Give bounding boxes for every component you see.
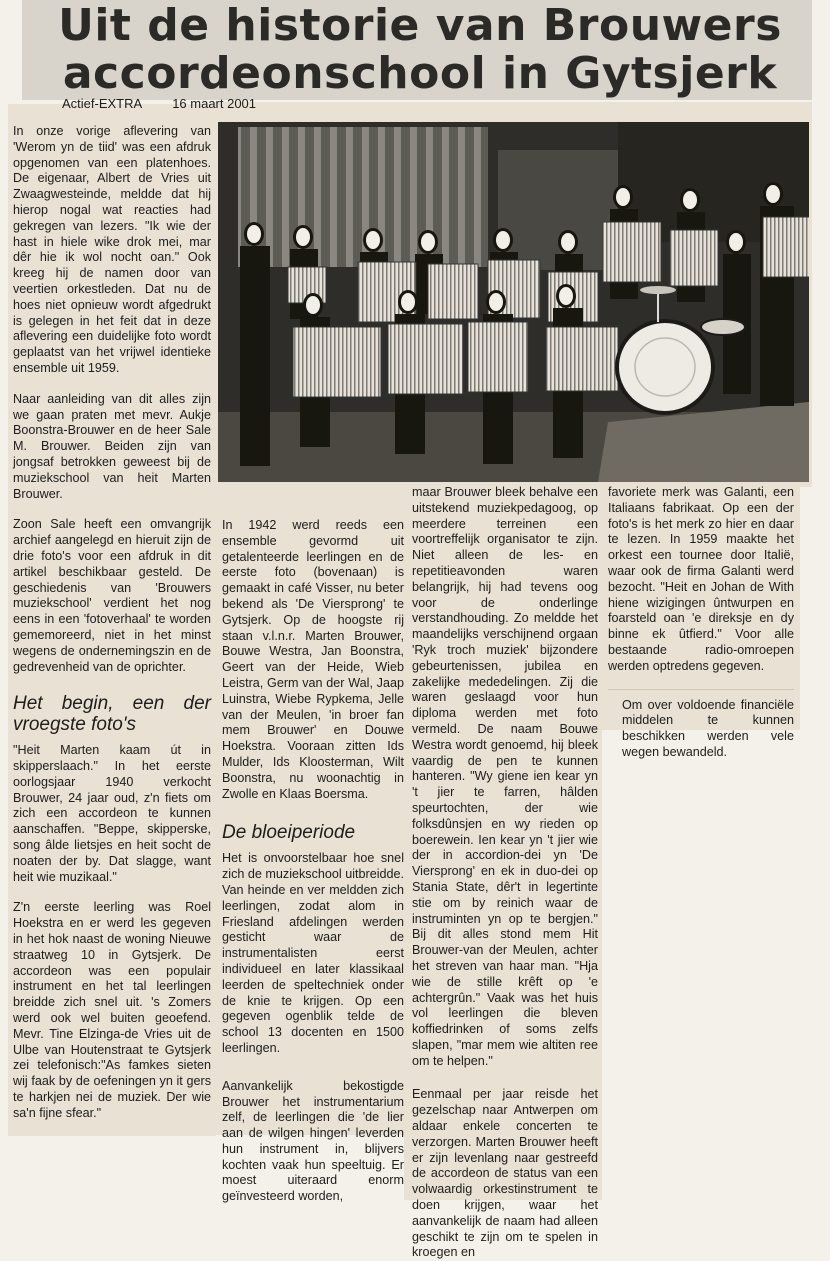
publication-date: 16 maart 2001 [172,96,257,111]
column-divider [608,689,794,690]
article-column-4 [608,485,794,761]
paragraph: Z'n eerste leerling was Roel Hoekstra en er werd les gegeven in het hok naast de woning Nieuwe straatweg 10 in Gytsjerk. De accordeon was een populair instrument en het tal leerlingen breidde zich snel uit. 's Zomers werd ook wel buiten geoefend. Mevr. Tine Elzinga-de Vries uit de Ulbe van Houtenstraat te Gytsjerk zei telefonisch:"As famkes sieten wij faak by de oefeningen yn it gers te harkjen nei de muziek. Der wie sa'n fijne sfear." [13,900,211,1120]
orchestra-photo-illustration [218,122,809,482]
paragraph: "Heit Marten kaam út in skipperslaach." In het eerste oorlogsjaar 1940 verkocht Brouwer, 24 jaar oud, z'n fiets om zich een accordeon te kunnen aanschaffen. "Beppe, skipperske, song âlde lietsjes en heit socht de noaten der by. Dat slagge, want heit wie muzikaal." [13,743,211,884]
section-heading-het-begin: Het begin, een der vroegste foto's [13,693,211,736]
article-column-3 [412,485,598,1261]
headline-line-2: accordeonschool in Gytsjerk [62,48,778,99]
paragraph: Het is onvoorstelbaar hoe snel zich de muziekschool uitbreidde. Van heinde en ver meldden zich leerlingen, zodat alom in Friesland afdelingen werden gesticht waar de instrumentalisten eerst individueel en later klassikaal leerden de speltechniek onder de knie te krijgen. Op een gegeven ogenblik telde de school 13 docenten en 1500 leerlingen. [222,851,405,1055]
paragraph: Om over voldoende financiële middelen te kunnen beschikken werden vele wegen bewandeld. [622,697,794,759]
orchestra-photo [218,122,809,482]
paragraph: Zoon Sale heeft een omvangrijk archief aangelegd en hieruit zijn de drie foto's voor een afdruk in dit artikel beschikbaar gesteld. De geschiedenis van 'Brouwers muziekschool' verdient het nog eens in een 'fotoverhaal' te worden gememoreerd, niet in het minst wegens de ondernemingszin en de gedrevenheid van de oprichter. [13,517,211,674]
paragraph: Naar aanleiding van dit alles zijn we gaan praten met mevr. Aukje Boonstra-Brouwer en de heer Sale M. Brouwer. Beiden zijn van jongsaf betrokken geweest bij de muziekschool van heit Marten Brouwer. [13,391,211,501]
article-column-2 [222,518,404,1205]
headline-line-1: Uit de historie van Brouwers [58,0,782,51]
publication-info [62,96,256,111]
section-heading-de-bloeiperiode: De bloeiperiode [222,822,356,844]
article-column-1 [13,124,211,1122]
paragraph: maar Brouwer bleek behalve een uitstekend muziekpedagoog, op meerdere terreinen een voortreffelijk organisator te zijn. Niet alleen de les- en repetitieavonden waren belangrijk, hij had tevens oog voor de onderlinge verstandhouding. Zo meldde het maandelijks verschijnend orgaan 'Ryk troch muziek' bijzondere gebeurtenissen, jubilea en zakelijke mededelingen. Zij die waren geslaagd voor hun diploma werden met foto vermeld. De naam Bouwe Westra wordt genoemd, hij bleek vaardig de pen te kunnen hanteren. "Wy giene ien kear yn 't jier te farren, hâlden speurtochten, der wie folksdûnsjen en wy rieden op boerewein. Ien kear yn 't jier wie der in accordion-dei yn 'De Viersprong' en ek in duo-dei op Stania State, dêr't in legertinte stie om by reinich waar de instruminten yn op te bergjen." Bij dit alles stond mem Hit Brouwer-van der Meulen, achter het streven van haar man. "Hja wie de stille krêft op 'e achtergrûn." Vaak was het huis vol leerlingen die bleven koffiedrinken of soms zelfs slapen, "mar mem wie altiten ree om te helpen." [412,485,598,1068]
paragraph: In onze vorige aflevering van 'Werom yn de tiid' was een afdruk opgenomen van een platenhoes. De eigenaar, Albert de Vries uit Zwaagwesteinde, meldde dat hij hierop nogal wat reacties had gekregen van lezers. "Ik wie der hast in hiele wike drok mei, mar dêr hie ik wol nocht oan." Ook kreeg hij de namen door van veertien orkestleden. Dat nu de hoes niet opnieuw wordt afgedrukt is gelegen in het feit dat in deze aflevering een duidelijke foto wordt geplaatst van het vrijwel identieke ensemble uit 1959. [13,124,211,375]
paragraph: favoriete merk was Galanti, een Italiaans fabrikaat. Op een der foto's is het merk zo hier en daar te lezen. In 1959 maakte het orkest een tournee door Italië, waar ook de firma Galanti werd bezocht. "Heit en Johan de With hiene wizigingen ûntwurpen en foarsteld oan 'e direksje en dy binne ek ûtfierd." Voor alle bestaande radio-omroepen werden optredens gegeven. [608,485,794,673]
paragraph: Aanvankelijk bekostigde Brouwer het instrumentarium zelf, de leerlingen die 'de lier aan de wilgen hingen' leverden hun instrument in, blijvers kochten vaak hun speeltuig. Er moest uiteraard enorm geïnvesteerd worden, [222,1078,404,1204]
article-headline [40,2,800,98]
publication-name: Actief-EXTRA [62,96,143,111]
paragraph: In 1942 werd reeds een ensemble gevormd uit getalenteerde leerlingen en de eerste foto (bovenaan) is gemaakt in café Visser, nu beter bekend als 'De Viersprong' te Gytsjerk. Op de hoogste rij staan v.l.n.r. Marten Brouwer, Bouwe Westra, Jan Boonstra, Geert van der Heide, Wieb Leistra, Germ van der Wal, Jaap Luinstra, Wiebe Rypkema, Jelle van der Meulen, 'in broer fan mem Brouwer' en Douwe Hoekstra. Vooraan zitten Ids Mulder, Ids Kloosterman, Wilt Boonstra, nu woonachtig in Zwolle en Klaas Boersma. [222,518,404,801]
paragraph: Eenmaal per jaar reisde het gezelschap naar Antwerpen om aldaar enkele concerten te verzorgen. Marten Brouwer heeft er zijn levenlang naar gestreefd de accordeon de status van een volwaardig orkestinstrument te doen krijgen, waar het aanvankelijk de naam had alleen geschikt te zijn om te spelen in kroegen en [412,1087,598,1260]
